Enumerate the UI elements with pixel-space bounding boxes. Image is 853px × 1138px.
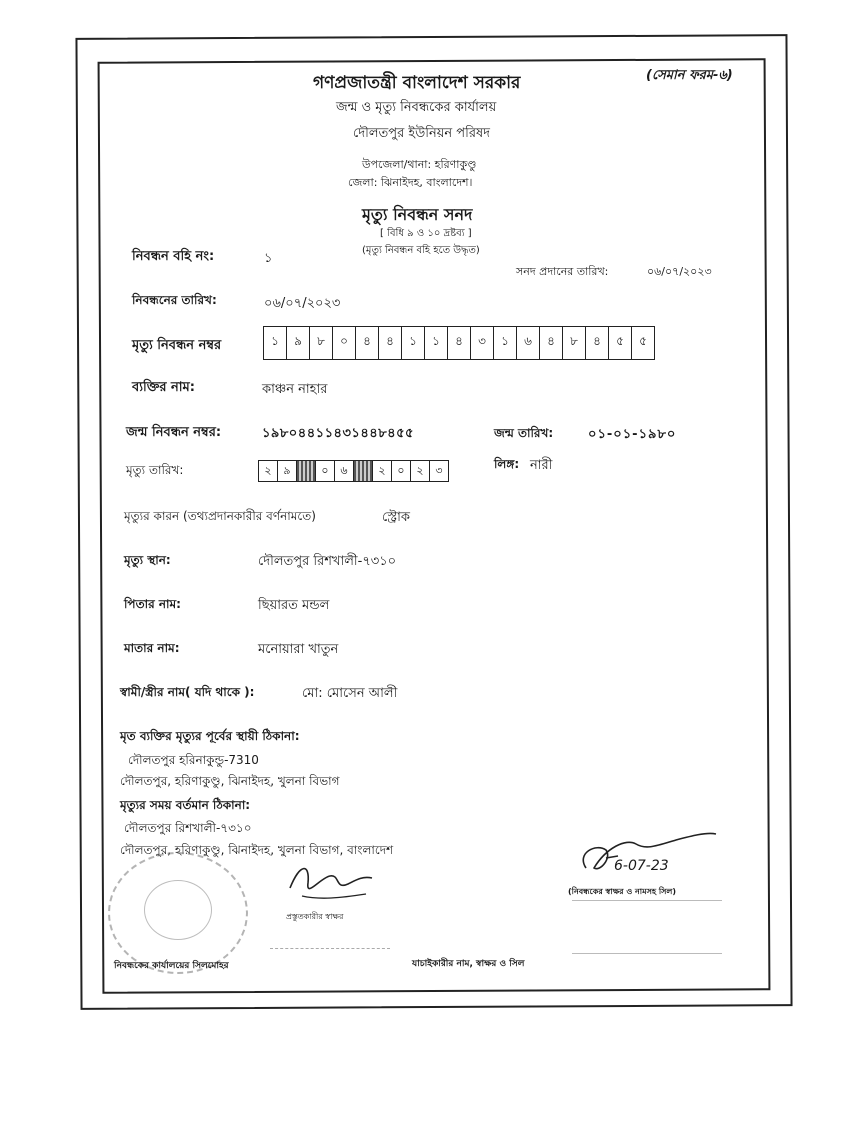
registrar-signature-label: (নিবন্ধকের স্বাক্ষর ও নামসহ সিল) xyxy=(568,887,677,896)
mother-name-value: মনোয়ারা খাতুন xyxy=(258,642,339,657)
digit-cell: ৯ xyxy=(287,327,310,359)
death-reg-number-boxes xyxy=(263,326,655,360)
document-title: মৃত্যু নিবন্ধন সনদ xyxy=(362,205,473,224)
present-address-line-2: দৌলতপুর, হরিণাকুণ্ডু, ঝিনাইদহ, খুলনা বিভাগ, বাংলাদেশ xyxy=(120,843,394,857)
person-name-value: কাঞ্চন নাহার xyxy=(262,382,328,397)
register-book-value: ১ xyxy=(264,251,273,266)
form-number: (সেমান ফরম-৬) xyxy=(646,68,733,83)
permanent-address-label: মৃত ব্যক্তির মৃত্যুর পূর্বের স্থায়ী ঠিকানা: xyxy=(120,729,300,743)
date-cell: ২ xyxy=(411,461,430,481)
digit-cell: ৪ xyxy=(379,327,402,359)
death-reg-number-label: মৃত্যু নিবন্ধন নম্বর xyxy=(132,338,222,353)
digit-cell: ৩ xyxy=(471,327,494,359)
date-cell: ৩ xyxy=(435,463,443,477)
verifier-label: যাচাইকারীর নাম, স্বাক্ষর ও সিল xyxy=(412,959,525,969)
spouse-name-value: মো: মোসেন আলী xyxy=(302,686,398,701)
gender-label: লিঙ্গ: xyxy=(494,457,520,471)
district-text: জেলা: ঝিনাইদহ, বাংলাদেশ। xyxy=(348,176,473,189)
date-cell: ৬ xyxy=(335,461,354,481)
mother-name-label: মাতার নাম: xyxy=(124,641,180,655)
preparer-signature-image xyxy=(280,858,380,904)
digit-cell: ৮ xyxy=(310,327,333,359)
preparer-signature-label: প্রস্তুতকারীর স্বাক্ষর xyxy=(286,912,344,921)
cause-value: স্ট্রোক xyxy=(382,510,410,525)
digit-cell: ৪ xyxy=(540,327,563,359)
government-title: গণপ্রজাতন্ত্রী বাংলাদেশ সরকার xyxy=(313,73,521,93)
source-note: (মৃত্যু নিবন্ধন বহি হতে উদ্ধৃত) xyxy=(362,245,480,256)
register-book-label: নিবন্ধন বহি নং: xyxy=(132,249,215,264)
date-separator-cell xyxy=(297,461,316,481)
present-address-line-1: দৌলতপুর রিশখালী-৭৩১০ xyxy=(124,821,252,835)
death-place-label: মৃত্যু স্থান: xyxy=(124,553,171,567)
person-name-label: ব্যক্তির নাম: xyxy=(132,380,195,395)
issue-date-label: সনদ প্রদানের তারিখ: xyxy=(516,265,609,278)
spouse-name-label: স্বামী/স্ত্রীর নাম( যদি থাকে ): xyxy=(120,685,255,699)
digit-cell: ৮ xyxy=(563,327,586,359)
date-cell: ২ xyxy=(373,461,392,481)
digit-cell: ১ xyxy=(264,327,287,359)
office-title: জন্ম ও মৃত্যু নিবন্ধকের কার্যালয় xyxy=(336,100,497,115)
death-date-label: মৃত্যু তারিখ: xyxy=(126,463,184,477)
registrar-sign-date: 6-07-23 xyxy=(614,858,669,874)
date-cell: ০ xyxy=(316,461,335,481)
digit-cell: ৪ xyxy=(586,327,609,359)
cause-label: মৃত্যুর কারন (তথ্যপ্রদানকারীর বর্ণনামতে) xyxy=(124,509,316,523)
registration-date-value: ০৬/০৭/২০২৩ xyxy=(264,296,341,311)
birth-date-label: জন্ম তারিখ: xyxy=(494,426,554,440)
death-date-boxes xyxy=(258,460,449,482)
present-address-label: মৃত্যুর সময় বর্তমান ঠিকানা: xyxy=(120,798,251,812)
digit-cell: ১ xyxy=(494,327,517,359)
upazila-text: উপজেলা/থানা: হরিণাকুণ্ডু xyxy=(362,158,477,171)
office-seal-stamp xyxy=(108,852,248,974)
digit-cell: ৫ xyxy=(609,327,632,359)
digit-cell: ১ xyxy=(402,327,425,359)
birth-reg-number-value: ১৯৮০৪৪১১৪৩১৪৪৮৪৫৫ xyxy=(262,426,414,441)
issue-date-value: ০৬/০৭/২০২৩ xyxy=(647,265,712,278)
digit-cell: ৪ xyxy=(448,327,471,359)
date-cell: ০ xyxy=(392,461,411,481)
permanent-address-line-1: দৌলতপুর হরিনাকুন্ডু-7310 xyxy=(128,753,259,767)
digit-cell: ৫ xyxy=(639,334,647,348)
date-separator-cell xyxy=(354,461,373,481)
digit-cell: ১ xyxy=(425,327,448,359)
birth-reg-number-label: জন্ম নিবন্ধন নম্বর: xyxy=(126,425,222,440)
registrar-stamp-faded xyxy=(572,900,722,954)
rule-reference: [ বিধি ৯ ও ১০ দ্রষ্টব্য ] xyxy=(380,228,472,239)
digit-cell: ৪ xyxy=(356,327,379,359)
father-name-label: পিতার নাম: xyxy=(124,597,181,611)
union-title: দৌলতপুর ইউনিয়ন পরিষদ xyxy=(353,126,490,141)
date-cell: ৯ xyxy=(278,461,297,481)
date-cell: ২ xyxy=(259,461,278,481)
office-seal-label: নিবন্ধকের কার্যালয়ের সিলমোহর xyxy=(114,961,229,971)
death-place-value: দৌলতপুর রিশখালী-৭৩১০ xyxy=(258,554,397,569)
father-name-value: ছিয়ারত মন্ডল xyxy=(258,598,330,613)
gender-value: নারী xyxy=(530,458,553,473)
permanent-address-line-2: দৌলতপুর, হরিণাকুণ্ডু, ঝিনাইদহ, খুলনা বিভাগ xyxy=(120,774,340,788)
preparer-stamp-faded xyxy=(270,924,390,949)
digit-cell: ০ xyxy=(333,327,356,359)
birth-date-value: ০১-০১-১৯৮০ xyxy=(588,427,677,442)
digit-cell: ৬ xyxy=(517,327,540,359)
registration-date-label: নিবন্ধনের তারিখ: xyxy=(132,293,217,307)
